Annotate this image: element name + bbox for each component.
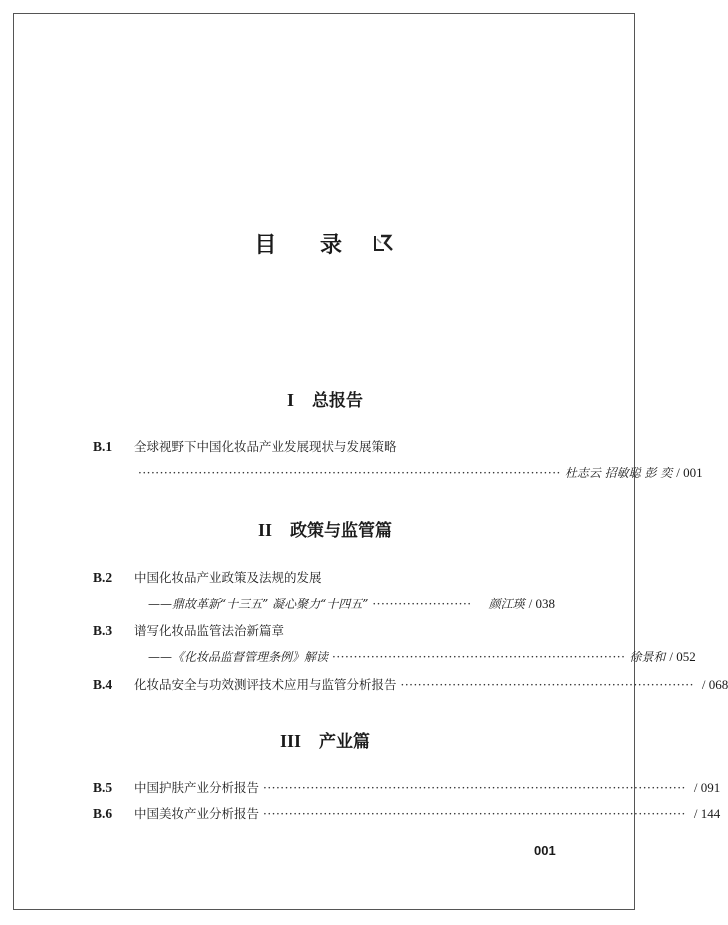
section-heading-2 — [0, 516, 650, 541]
page-title — [0, 228, 650, 259]
toc-entry-b5[interactable] — [93, 779, 721, 797]
entry-code: B.1 — [93, 439, 113, 454]
toc-entry-b3[interactable] — [93, 622, 555, 640]
book-logo-icon — [372, 233, 396, 253]
section-title: 总报告 — [312, 391, 363, 411]
section-title: 政策与监管篇 — [290, 521, 392, 541]
toc-entry-b1[interactable] — [93, 438, 555, 456]
leader-dots: ···································································· — [332, 650, 626, 664]
entry-authors: 徐景和 — [629, 650, 666, 664]
entry-title: 谱写化妆品监管法治新篇章 — [134, 623, 285, 638]
entry-page: / 001 — [676, 465, 703, 480]
entry-page: / 038 — [528, 596, 555, 611]
section-heading-1 — [0, 386, 650, 411]
leader-dots: ·································································································· — [263, 807, 686, 821]
entry-code: B.5 — [93, 780, 113, 795]
entry-title: 中国化妆品产业政策及法规的发展 — [134, 570, 322, 585]
toc-entry-b4[interactable] — [93, 676, 728, 694]
toc-entry-b2[interactable] — [93, 569, 555, 587]
section-numeral: I — [286, 390, 294, 410]
page-frame — [13, 13, 635, 910]
toc-entry-b6[interactable] — [93, 805, 721, 823]
entry-authors: 杜志云 招敏聪 彭 奕 — [564, 466, 673, 480]
toc-entry-b3-subtitle-line — [148, 648, 696, 666]
entry-authors: 颜江瑛 — [488, 597, 525, 611]
leader-dots: ·································································································· — [138, 466, 561, 480]
page-number: 001 — [534, 843, 556, 858]
leader-dots: ·································································································· — [263, 781, 686, 795]
entry-page: / 052 — [669, 649, 696, 664]
section-numeral: III — [279, 731, 301, 751]
title-text: 目 录 — [254, 232, 360, 258]
entry-title: 化妆品安全与功效测评技术应用与监管分析报告 — [134, 677, 397, 692]
entry-title: 全球视野下中国化妆品产业发展现状与发展策略 — [134, 439, 397, 454]
entry-title: 中国美妆产业分析报告 — [134, 806, 260, 821]
entry-page: / 144 — [693, 806, 721, 821]
entry-title: 中国护肤产业分析报告 — [134, 780, 260, 795]
entry-code: B.6 — [93, 806, 113, 821]
entry-subtitle: ——鼎故革新“十三五” 凝心聚力“十四五” — [148, 597, 369, 611]
section-numeral: II — [257, 520, 272, 540]
leader-dots: ···································································· — [400, 678, 694, 692]
entry-code: B.4 — [93, 677, 113, 692]
entry-code: B.2 — [93, 570, 113, 585]
leader-dots: ······················· — [372, 597, 472, 611]
section-title: 产业篇 — [319, 732, 370, 752]
toc-entry-b2-subtitle-line — [148, 595, 555, 613]
entry-code: B.3 — [93, 623, 113, 638]
section-heading-3 — [0, 727, 650, 752]
entry-page: / 068 — [701, 677, 728, 692]
toc-entry-b1-author-line — [134, 464, 703, 482]
entry-page: / 091 — [693, 780, 721, 795]
entry-subtitle: ——《化妆品监督管理条例》解读 — [148, 650, 329, 664]
